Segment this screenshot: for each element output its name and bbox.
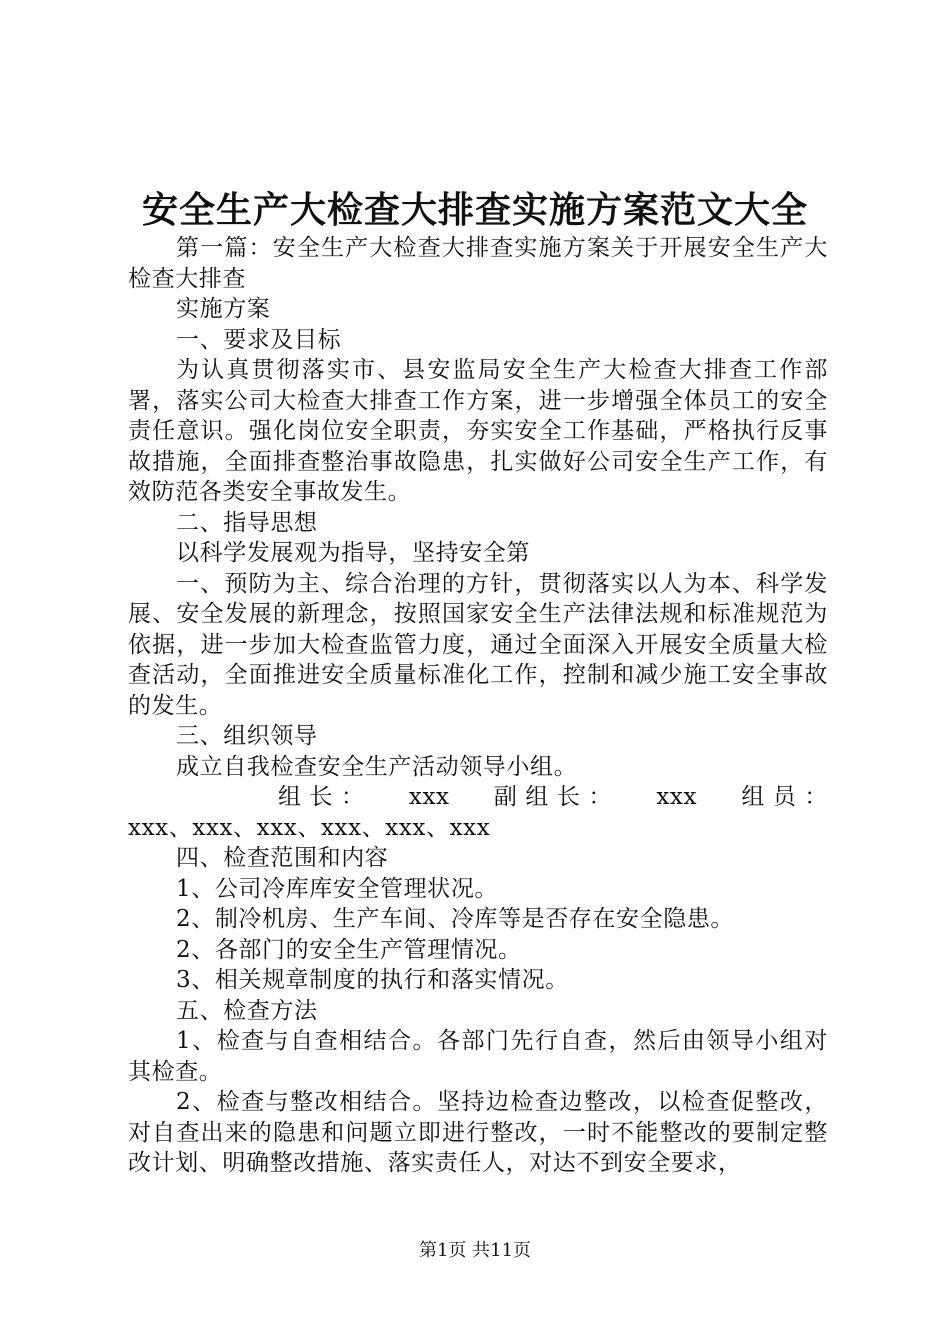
paragraph: 第一篇：安全生产大检查大排查实施方案关于开展安全生产大检查大排查	[128, 235, 828, 292]
deputy-value: xxx	[656, 784, 698, 810]
group-members-row	[128, 782, 828, 813]
page-footer: 第1页 共11页	[418, 1240, 532, 1261]
section-heading: 五、检查方法	[176, 997, 318, 1024]
members-value: xxx、xxx、xxx、xxx、xxx、xxx	[128, 814, 491, 841]
paragraph: 以科学发展观为指导，坚持安全第	[176, 540, 530, 566]
paragraph: 成立自我检查安全生产活动领导小组。	[176, 753, 578, 780]
document-body	[128, 233, 828, 1179]
section-heading: 四、检查范围和内容	[176, 845, 389, 871]
group-members	[128, 782, 828, 843]
paragraph: 为认真贯彻落实市、县安监局安全生产大检查大排查工作部署，落实公司大检查大排查工作方案，进一步增强全体员工的安全责任意识。强化岗位安全职责，夯实安全工作基础，严格执行反事故措施，全面排查整治事故隐患，扎实做好公司安全生产工作，有效防范各类安全事故发生。	[128, 357, 828, 505]
section-heading: 二、指导思想	[176, 509, 318, 536]
leader-label: 组 长 ：	[278, 784, 365, 810]
leader-value: xxx	[408, 784, 450, 810]
list-item: 3、相关规章制度的执行和落实情况。	[176, 967, 569, 993]
document-title: 安全生产大检查大排查实施方案范文大全	[141, 189, 808, 231]
members-label: 组 员 ：	[741, 784, 828, 810]
deputy-label: 副 组 长 ：	[493, 784, 613, 810]
section-heading: 三、组织领导	[176, 723, 318, 749]
list-item: 1、检查与自查相结合。各部门先行自查，然后由领导小组对其检查。	[128, 1028, 828, 1085]
paragraph: 实施方案	[176, 296, 271, 322]
list-item: 2、检查与整改相结合。坚持边检查边整改，以检查促整改，对自查出来的隐患和问题立即进行整改，一时不能整改的要制定整改计划、明确整改措施、落实责任人，对达不到安全要求，	[128, 1089, 828, 1176]
list-item: 2、制冷机房、生产车间、冷库等是否存在安全隐患。	[176, 906, 735, 932]
section-heading: 一、要求及目标	[176, 326, 342, 353]
list-item: 2、各部门的安全生产管理情况。	[176, 936, 522, 963]
list-item: 1、公司冷库库安全管理状况。	[176, 875, 499, 902]
paragraph: 一、预防为主、综合治理的方针，贯彻落实以人为本、科学发展、安全发展的新理念，按照国家安全生产法律法规和标准规范为依据，进一步加大检查监管力度，通过全面深入开展安全质量大检查活动，全面推进安全质量标准化工作，控制和减少施工安全事故的发生。	[128, 570, 828, 719]
